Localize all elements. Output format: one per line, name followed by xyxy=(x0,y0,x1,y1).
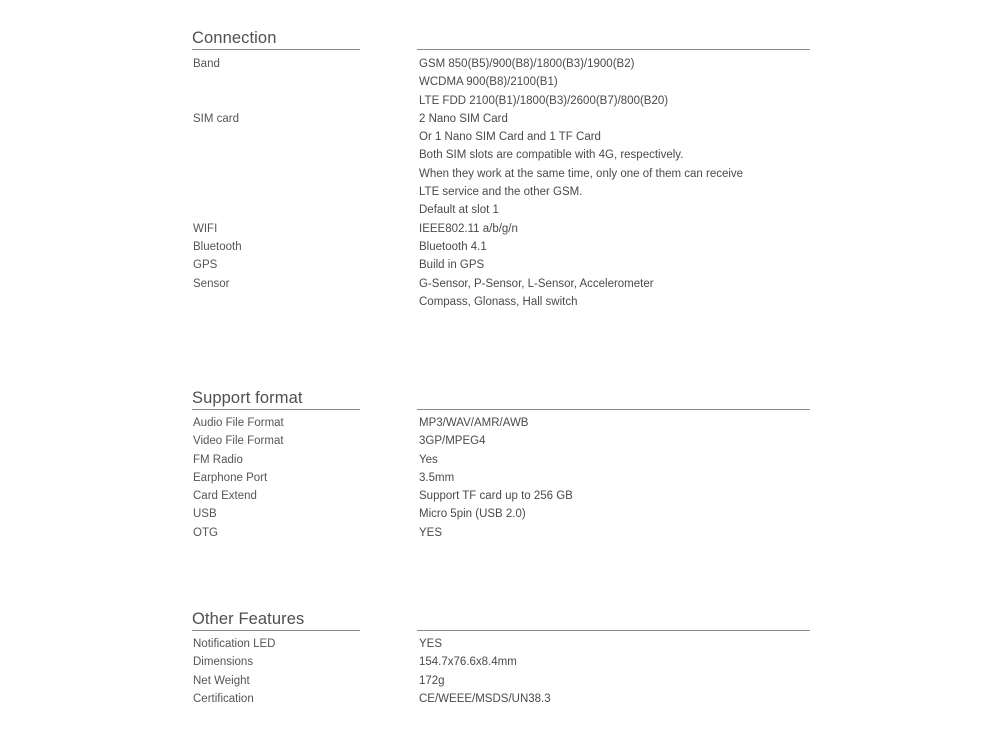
spec-row-net-weight xyxy=(0,672,1000,690)
spec-label: WIFI xyxy=(193,222,218,235)
spec-value: Build in GPS xyxy=(419,259,485,272)
spec-label: Dimensions xyxy=(193,656,254,669)
spec-value: YES xyxy=(419,638,443,650)
spec-value: When they work at the same time, only one of them can receive xyxy=(419,167,744,180)
section-divider-left xyxy=(192,49,360,50)
spec-label: Card Extend xyxy=(193,490,257,503)
section-divider-left xyxy=(192,409,360,410)
spec-value: Yes xyxy=(419,453,438,466)
spec-label: OTG xyxy=(193,526,218,539)
spec-row-audio-format xyxy=(0,414,1000,432)
spec-value: Both SIM slots are compatible with 4G, respectively. xyxy=(419,149,684,162)
section-title: Connection xyxy=(192,29,277,47)
spec-label: Video File Format xyxy=(193,435,284,448)
spec-row-bluetooth xyxy=(0,238,1000,256)
spec-value: 154.7x76.6x8.4mm xyxy=(419,656,517,669)
spec-label: Bluetooth xyxy=(193,240,242,253)
spec-row-gps xyxy=(0,256,1000,274)
spec-row-band xyxy=(0,55,1000,110)
spec-row-sim-card xyxy=(0,110,1000,220)
spec-value: 2 Nano SIM Card xyxy=(419,112,508,125)
spec-row-usb xyxy=(0,505,1000,523)
spec-value: 3.5mm xyxy=(419,471,455,484)
spec-rows xyxy=(0,414,1000,542)
spec-label: Earphone Port xyxy=(193,471,268,484)
spec-label: SIM card xyxy=(193,112,240,125)
spec-row-dimensions xyxy=(0,653,1000,671)
spec-value: G-Sensor, P-Sensor, L-Sensor, Accelerometer xyxy=(419,277,654,290)
section-divider-right xyxy=(417,409,810,410)
spec-label: Notification LED xyxy=(193,638,276,650)
spec-value: Compass, Glonass, Hall switch xyxy=(419,295,578,308)
section-divider-left xyxy=(192,630,360,631)
spec-row-certification xyxy=(0,690,1000,708)
section-divider-right xyxy=(417,630,810,631)
spec-row-earphone-port xyxy=(0,469,1000,487)
spec-row-notification-led xyxy=(0,635,1000,653)
spec-value: Micro 5pin (USB 2.0) xyxy=(419,508,526,521)
spec-label: Sensor xyxy=(193,277,230,290)
spec-value: LTE FDD 2100(B1)/1800(B3)/2600(B7)/800(B20) xyxy=(419,94,669,107)
spec-row-otg xyxy=(0,524,1000,542)
spec-rows xyxy=(0,635,1000,708)
spec-label: Audio File Format xyxy=(193,417,284,429)
spec-value: Bluetooth 4.1 xyxy=(419,240,487,253)
spec-rows xyxy=(0,55,1000,311)
spec-row-fm-radio xyxy=(0,451,1000,469)
spec-row-card-extend xyxy=(0,487,1000,505)
spec-value: MP3/WAV/AMR/AWB xyxy=(419,417,529,429)
spec-row-sensor xyxy=(0,275,1000,312)
spec-value: CE/WEEE/MSDS/UN38.3 xyxy=(419,692,551,705)
spec-value: WCDMA 900(B8)/2100(B1) xyxy=(419,76,558,89)
spec-label: Certification xyxy=(193,692,254,705)
spec-value: LTE service and the other GSM. xyxy=(419,186,583,199)
spec-value: Support TF card up to 256 GB xyxy=(419,490,573,503)
spec-row-video-format xyxy=(0,432,1000,450)
section-title: Support format xyxy=(192,389,303,407)
section-title: Other Features xyxy=(192,610,305,628)
spec-value: Default at slot 1 xyxy=(419,204,499,217)
spec-value: IEEE802.11 a/b/g/n xyxy=(419,222,518,235)
spec-value: YES xyxy=(419,526,443,539)
spec-value: Or 1 Nano SIM Card and 1 TF Card xyxy=(419,131,601,144)
spec-label: Net Weight xyxy=(193,674,250,687)
spec-value: 3GP/MPEG4 xyxy=(419,435,486,448)
spec-row-wifi xyxy=(0,220,1000,238)
section-divider-right xyxy=(417,49,810,50)
spec-label: GPS xyxy=(193,259,218,272)
spec-label: USB xyxy=(193,508,217,521)
spec-label: FM Radio xyxy=(193,453,243,466)
spec-value: 172g xyxy=(419,674,445,687)
spec-label: Band xyxy=(193,58,220,70)
spec-value: GSM 850(B5)/900(B8)/1800(B3)/1900(B2) xyxy=(419,58,635,70)
